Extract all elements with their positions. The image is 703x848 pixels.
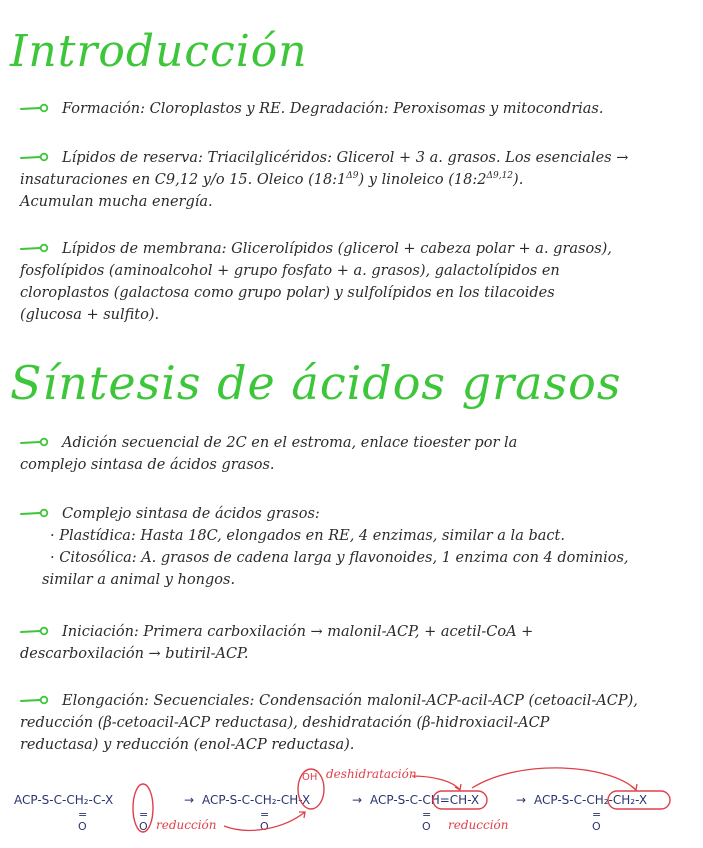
green-arrow-bullet-icon <box>20 624 52 638</box>
sub-item-citosolica: · Citosólica: A. grasos de cadena larga y flavonoides, 1 enzima con 4 dominios, <box>50 550 629 566</box>
sintesis-bullet-elongacion <box>20 690 690 756</box>
sintesis-bullet-complejo <box>20 503 690 591</box>
sub-item-plastidica: · Plastídica: Hasta 18C, elongados en RE, 4 enzimas, similar a la bact. <box>50 528 565 544</box>
intro-bullet-formacion <box>20 98 690 120</box>
reaction-arrow: → <box>516 793 527 807</box>
sintesis-bullet-iniciacion <box>20 621 690 665</box>
green-arrow-bullet-icon <box>20 241 52 255</box>
bullet-text-line: fosfolípidos (aminoalcohol + grupo fosfato + a. grasos), galactolípidos en <box>20 263 560 279</box>
oxygen-label: O <box>78 820 87 833</box>
molecule-hidroxiacil-acp: ACP-S-C-CH₂-CH-X <box>202 793 311 807</box>
molecule-cetoacil-acp: ACP-S-C-CH₂-C-X <box>14 793 114 807</box>
double-bond-mark: = <box>592 808 602 821</box>
sintesis-bullet-adicion <box>20 432 690 476</box>
bullet-text-line: similar a animal y hongos. <box>42 572 236 588</box>
green-arrow-bullet-icon <box>20 101 52 115</box>
bullet-text-line: reductasa) y reducción (enol-ACP reductasa). <box>20 737 355 753</box>
label-reduccion-1: reducción <box>156 818 217 832</box>
green-arrow-bullet-icon <box>20 693 52 707</box>
green-arrow-bullet-icon <box>20 435 52 449</box>
double-bond-mark: = <box>260 808 270 821</box>
bullet-text-line: insaturaciones en C9,12 y/o 15. Oleico $(18:1^{\Delta 9})$ y linoleico $(18:2^{\Delta 9,12})$. <box>20 171 524 188</box>
label-reduccion-2: reducción <box>448 818 509 832</box>
bullet-text: Iniciación: Primera carboxilación → malonil-ACP, + acetil-CoA + <box>62 624 534 640</box>
oxygen-label: O <box>139 820 148 833</box>
double-bond-mark: = <box>422 808 432 821</box>
label-deshidratacion: deshidratación <box>326 767 417 781</box>
molecule-enoil-acp: ACP-S-C-CH=CH-X <box>370 793 480 807</box>
bullet-text: Lípidos de membrana: Glicerolípidos (glicerol + cabeza polar + a. grasos), <box>62 241 612 257</box>
bullet-text: Lípidos de reserva: Triacilglicéridos: Glicerol + 3 a. grasos. Los esenciales → <box>62 150 629 166</box>
molecule-acil-acp: ACP-S-C-CH₂-CH₂-X <box>534 793 648 807</box>
bullet-text: Formación: Cloroplastos y RE. Degradación: Peroxisomas y mitocondrias. <box>62 101 604 117</box>
bullet-text-line: (glucosa + sulfito). <box>20 307 160 323</box>
double-bond-mark: = <box>78 808 88 821</box>
reaction-arrow: → <box>184 793 195 807</box>
bullet-text: Adición secuencial de 2C en el estroma, enlace tioester por la <box>62 435 518 451</box>
bullet-text-line: reducción (β-cetoacil-ACP reductasa), deshidratación (β-hidroxiacil-ACP <box>20 715 550 731</box>
reaction-arrow: → <box>352 793 363 807</box>
oxygen-label: O <box>592 820 601 833</box>
bullet-text-line: descarboxilación → butiril-ACP. <box>20 646 249 662</box>
hydroxyl-label: OH <box>302 772 318 783</box>
arrowhead <box>631 784 637 790</box>
bullet-text-line: complejo sintasa de ácidos grasos. <box>20 457 275 473</box>
red-curved-arrow <box>412 776 460 790</box>
bullet-text: Complejo sintasa de ácidos grasos: <box>62 506 320 522</box>
elongation-reaction-diagram <box>0 762 703 842</box>
red-curved-arrow <box>472 768 636 790</box>
oxygen-label: O <box>422 820 431 833</box>
bullet-text: Elongación: Secuenciales: Condensación malonil-ACP-acil-ACP (cetoacil-ACP), <box>62 693 638 709</box>
heading-introduccion: Introducción <box>10 26 308 77</box>
green-arrow-bullet-icon <box>20 150 52 164</box>
heading-sintesis-acidos-grasos: Síntesis de ácidos grasos <box>10 356 622 410</box>
green-arrow-bullet-icon <box>20 506 52 520</box>
bullet-text-line: Acumulan mucha energía. <box>20 194 213 210</box>
double-bond-mark: = <box>139 808 149 821</box>
intro-bullet-lipidos-membrana <box>20 238 690 326</box>
bullet-text-line: cloroplastos (galactosa como grupo polar) y sulfolípidos en los tilacoides <box>20 285 555 301</box>
oxygen-label: O <box>260 820 269 833</box>
intro-bullet-lipidos-reserva <box>20 147 690 213</box>
